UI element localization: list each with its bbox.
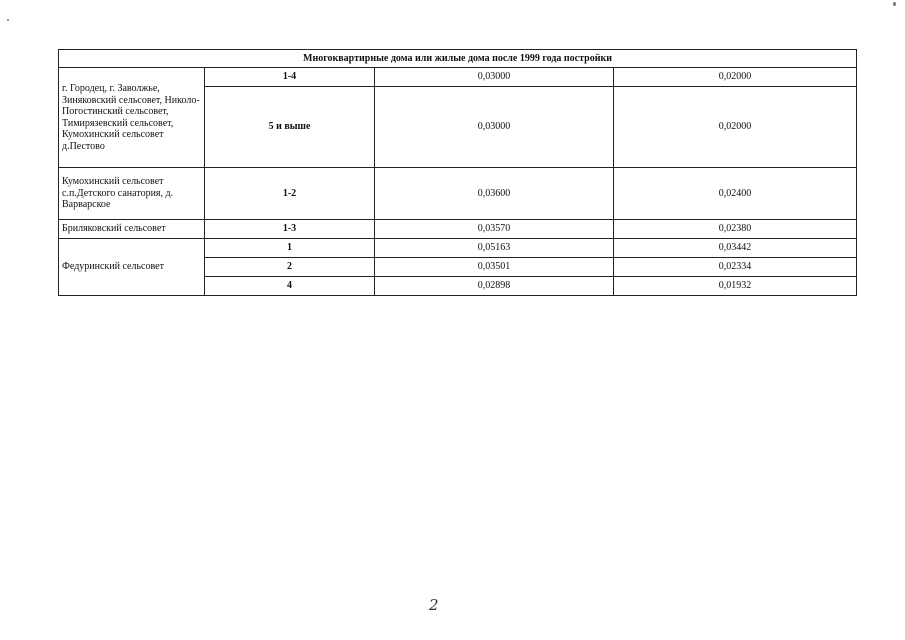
rate-cell: 0,02380 bbox=[614, 220, 857, 239]
rate-cell: 0,02000 bbox=[614, 87, 857, 168]
floors-cell: 2 bbox=[205, 258, 375, 277]
rate-cell: 0,02334 bbox=[614, 258, 857, 277]
floors-cell: 4 bbox=[205, 277, 375, 296]
area-cell: г. Городец, г. Заволжье, Зиняковский сельсовет, Николо-Погостинский сельсовет, Тимирязевский сельсовет, Кумохинский сельсовет д.Пестово bbox=[59, 68, 205, 168]
table-row bbox=[59, 68, 857, 87]
area-cell: Кумохинский сельсовет с.п.Детского санатория, д. Варварское bbox=[59, 168, 205, 220]
rate-cell: 0,03600 bbox=[375, 168, 614, 220]
rate-cell: 0,03000 bbox=[375, 68, 614, 87]
rate-cell: 0,03501 bbox=[375, 258, 614, 277]
table-row bbox=[59, 220, 857, 239]
area-cell: Федуринский сельсовет bbox=[59, 239, 205, 296]
rate-cell: 0,03570 bbox=[375, 220, 614, 239]
rates-table bbox=[58, 49, 857, 296]
table-row bbox=[59, 239, 857, 258]
table-header: Многоквартирные дома или жилые дома после 1999 года постройки bbox=[59, 50, 857, 68]
floors-cell: 5 и выше bbox=[205, 87, 375, 168]
table-header-row bbox=[59, 50, 857, 68]
floors-cell: 1-2 bbox=[205, 168, 375, 220]
floors-cell: 1 bbox=[205, 239, 375, 258]
rate-cell: 0,03442 bbox=[614, 239, 857, 258]
scan-speck bbox=[7, 19, 9, 21]
area-cell: Бриляковский сельсовет bbox=[59, 220, 205, 239]
rate-cell: 0,02898 bbox=[375, 277, 614, 296]
rate-cell: 0,05163 bbox=[375, 239, 614, 258]
floors-cell: 1-4 bbox=[205, 68, 375, 87]
table-row bbox=[59, 168, 857, 220]
rate-cell: 0,02000 bbox=[614, 68, 857, 87]
page-number: 2 bbox=[429, 596, 439, 614]
floors-cell: 1-3 bbox=[205, 220, 375, 239]
rate-cell: 0,02400 bbox=[614, 168, 857, 220]
rate-cell: 0,01932 bbox=[614, 277, 857, 296]
rate-cell: 0,03000 bbox=[375, 87, 614, 168]
scan-speck bbox=[893, 2, 896, 6]
